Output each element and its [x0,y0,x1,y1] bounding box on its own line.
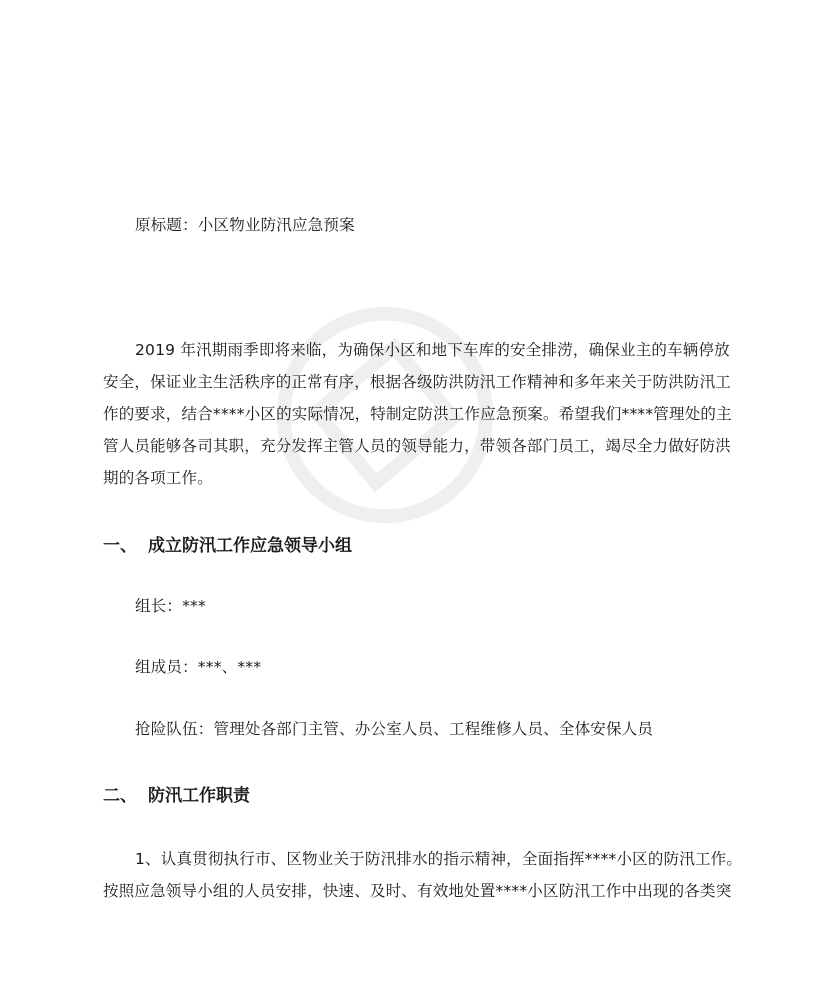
duty-line-2: 按照应急领导小组的人员安排，快速、及时、有效地处置****小区防汛工作中出现的各类突 [103,882,732,900]
section-1-number: 一、 [103,536,137,556]
duty-line-1: 1、认真贯彻执行市、区物业关于防汛排水的指示精神，全面指挥****小区的防汛工作。 [135,850,743,868]
section-2-heading [103,781,250,806]
group-leader: 组长：*** [135,597,206,615]
intro-line-4: 管人员能够各司其职，充分发挥主管人员的领导能力，带领各部门员工，竭尽全力做好防洪 [103,437,732,455]
group-members: 组成员：***、*** [135,658,262,676]
section-2-title: 防汛工作职责 [148,786,250,806]
intro-line-2: 安全，保证业主生活秩序的正常有序，根据各级防洪防汛工作精神和多年来关于防洪防汛工 [103,373,732,391]
section-1-title: 成立防汛工作应急领导小组 [148,536,352,556]
intro-line-5: 期的各项工作。 [103,469,213,487]
intro-line-3: 作的要求，结合****小区的实际情况，特制定防洪工作应急预案。希望我们****管理处的主 [103,405,732,423]
original-title: 原标题：小区物业防汛应急预案 [135,216,355,234]
intro-line-1: 2019 年汛期雨季即将来临，为确保小区和地下车库的安全排涝，确保业主的车辆停放 [135,341,730,359]
section-1-heading [103,531,352,556]
section-2-number: 二、 [103,786,137,806]
rescue-team: 抢险队伍：管理处各部门主管、办公室人员、工程维修人员、全体安保人员 [135,720,654,738]
